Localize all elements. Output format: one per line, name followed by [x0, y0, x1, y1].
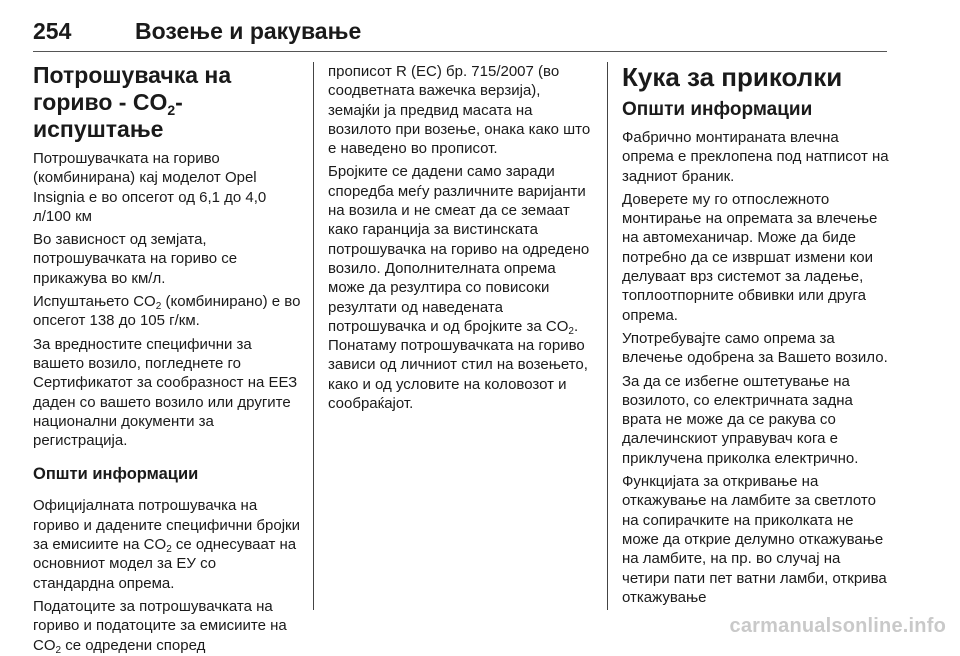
- paragraph: прописот R (EC) бр. 715/2007 (во соодветната важечка верзија), земајќи ја предвид масата на возилото при возење, онака како што е наведено во прописот.: [328, 63, 591, 158]
- fuel-consumption-heading: [33, 62, 301, 143]
- heading-text: Потрошувачка на гориво - CO: [33, 62, 232, 115]
- paragraph: За да се избегне оштетување на возилото, со електричната задна врата не може да се ракува со далечинскиот управувач кога е приклучена приколка електрично.: [622, 372, 859, 467]
- text: Испуштањето CO: [33, 293, 156, 311]
- paragraph: Функцијата за откривање на откажување на ламбите за светлото на сопирачките на приколката не може да открие делумно откажување на ламбите, на пр. во случај на четири пати пет ватни ламби, открива откажување: [622, 473, 887, 606]
- paragraph: Фабрично монтираната влечна опрема е преклопена под натписот на задниот браник.: [622, 129, 889, 185]
- column-middle: [328, 62, 596, 413]
- page-number: 254: [33, 18, 72, 44]
- column-right: [622, 62, 890, 607]
- paragraph: [33, 292, 301, 331]
- text: . Понатаму потрошувачката на гориво зависи од личниот стил на возењето, како и од условите на коловозот и сообраќајот.: [328, 317, 588, 413]
- general-info-heading: Општи информации: [33, 465, 199, 484]
- text: Официјалната потрошувачка на гориво и дадените специфични бројки за емисиите на CO: [33, 497, 300, 554]
- text: се одредени според: [61, 636, 206, 654]
- section-title: Возење и ракување: [135, 18, 362, 44]
- heading-text-end: -испуштање: [33, 89, 183, 142]
- text: Податоците за потрошувачката на гориво и податоците за емисиите на CO: [33, 597, 287, 654]
- column-divider-left: [313, 62, 314, 610]
- subscript: 2: [55, 644, 62, 656]
- subscript: 2: [568, 325, 574, 337]
- text: (комбинирано) е во опсегот 138 до 105 г/км.: [33, 293, 301, 330]
- paragraph: [33, 597, 301, 655]
- towing-hitch-heading: Кука за приколки: [622, 62, 843, 92]
- page-header: [33, 10, 887, 50]
- watermark: carmanualsonline.info: [729, 615, 946, 637]
- general-info-subheading: Општи информации: [622, 99, 813, 120]
- paragraph: Во зависност од земјата, потрошувачката на гориво се прикажува во км/л.: [33, 231, 238, 287]
- paragraph: [328, 162, 596, 413]
- column-left: [33, 62, 301, 655]
- subscript: 2: [167, 102, 176, 118]
- text: се однесуваат на основниот модел за ЕУ со стандардна опрема.: [33, 536, 297, 592]
- paragraph: Потрошувачката на гориво (комбинирана) кај моделот Opel Insignia е во опсегот од 6,1 до 4,0 л/100 км: [33, 150, 267, 225]
- column-divider-right: [607, 62, 608, 610]
- paragraph: Употребувајте само опрема за влечење одобрена за Вашето возило.: [622, 329, 888, 367]
- header-divider: [33, 51, 887, 52]
- paragraph: Доверете му го отпослежното монтирање на опремата за влечење на автомеханичар. Може да биде потребно да се извршат измени кои делуваат врз системот за ладење, топлоотпорните обвивки или друга опрема.: [622, 190, 878, 324]
- paragraph: [33, 496, 301, 592]
- subscript: 2: [166, 544, 172, 556]
- subscript: 2: [155, 301, 162, 313]
- paragraph: За вредностите специфични за вашето возило, погледнете го Сертификатот за сообразност на ЕЕЗ даден со вашето возило или другите национални документи за регистрација.: [33, 335, 298, 450]
- text: Бројките се дадени само заради споредба меѓу различните варијанти на возила и не смеат да се земаат како гаранција за вистинската потрошувачка на гориво на одредено возило. Дополнителната опрема може да резултира со повисоки резултати од наведената потрошувачка и од бројките за CO: [328, 163, 590, 335]
